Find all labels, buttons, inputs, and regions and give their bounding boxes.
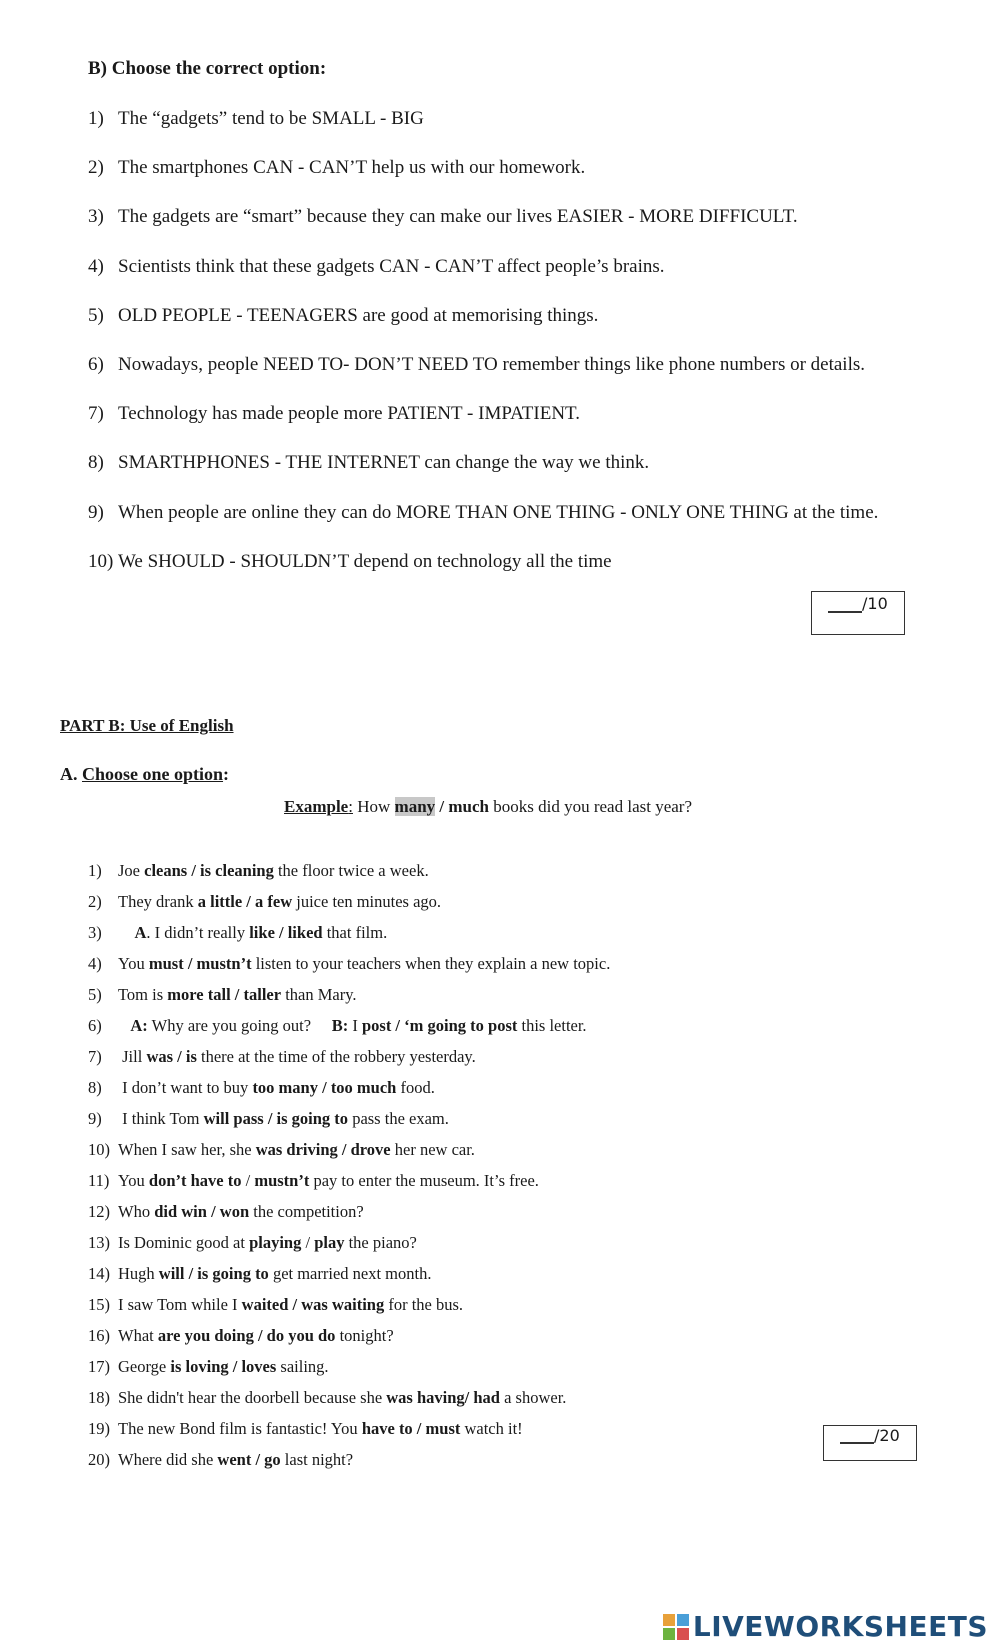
section-b-item [88,157,585,179]
item-number: 11) [88,1171,110,1190]
item-text: Scientists think that these gadgets CAN - CAN’T affect people’s brains. [118,255,665,277]
item-number: 14) [88,1264,110,1283]
item-text: The smartphones CAN - CAN’T help us with our homework. [118,157,586,179]
part-b-title: PART B: Use of English [60,716,234,735]
answer-options: A [134,923,147,942]
item-text: Technology has made people more PATIENT - IMPATIENT. [118,403,580,425]
sentence-text: the piano? [344,1233,417,1252]
sentence-text: juice ten minutes ago. [292,892,442,911]
example-colon: : [348,797,353,816]
grammar-item [88,1016,587,1036]
answer-options: went / go [217,1450,281,1469]
answer-options: are you doing / do you do [157,1326,336,1345]
score-denominator: /20 [874,1426,900,1445]
sentence-text: a shower. [499,1388,567,1407]
sentence-text: Is Dominic good at [118,1233,250,1252]
sentence-text: / [301,1233,315,1252]
answer-options: A: [130,1016,148,1035]
item-number: 1) [88,861,102,880]
item-number: 8) [88,1078,102,1097]
item-number: 9) [88,501,104,523]
section-b-item [88,502,878,524]
sentence-text: watch it! [460,1419,523,1438]
item-number: 17) [88,1357,110,1376]
subsection-a-heading [60,764,229,785]
sentence-text: . I didn’t really [146,923,250,942]
item-number: 7) [88,403,104,425]
score-box-reading [811,591,905,635]
answer-options: did win / won [154,1202,250,1221]
sentence-text: George [118,1357,171,1376]
item-text: When people are online they can do MORE THAN ONE THING - ONLY ONE THING at the time. [118,501,879,523]
sentence-text: last night? [280,1450,354,1469]
score-box-grammar [823,1425,917,1461]
item-number: 2) [88,892,102,911]
item-number: 5) [88,304,104,326]
grammar-item [88,1202,364,1222]
sentence-text: Who [118,1202,155,1221]
sentence-text: pass the exam. [348,1109,449,1128]
example-label: Example [284,797,349,816]
item-number: 6) [88,354,104,375]
score-blank-line [840,1442,874,1444]
item-text: SMARTHPHONES - THE INTERNET can change the way we think. [118,452,650,474]
grammar-item [88,1357,329,1377]
grammar-item [88,1450,353,1470]
item-number: 15) [88,1295,110,1314]
sentence-text: Tom is [118,985,168,1004]
grammar-item [88,1326,394,1346]
sentence-text: I don’t want to buy [118,1078,253,1097]
item-number: 19) [88,1419,110,1438]
example-sep: / [435,797,449,816]
sentence-text: her new car. [390,1140,475,1159]
item-number: 8) [88,452,104,474]
sentence-text: pay to enter the museum. It’s free. [309,1171,539,1190]
item-number: 9) [88,1109,102,1128]
answer-options: waited / was waiting [241,1295,385,1314]
item-number: 1) [88,108,104,129]
section-b-heading: B) Choose the correct option: [88,58,327,79]
grammar-item [88,1233,417,1253]
item-text: We SHOULD - SHOULDN’T depend on technology all the time [118,550,612,572]
score-denominator: /10 [862,594,888,613]
sentence-text: Why are you going out? [147,1016,332,1035]
section-b-item [88,354,865,376]
item-number: 13) [88,1233,110,1252]
subsection-letter: A. [60,764,78,784]
grammar-item [88,1109,449,1129]
grammar-item [88,1264,431,1284]
sentence-text: What [118,1326,158,1345]
sentence-text: You [118,954,149,973]
sentence-text: the competition? [249,1202,364,1221]
sentence-text: sailing. [276,1357,329,1376]
liveworksheets-logo [663,1610,988,1643]
sentence-text: this letter. [517,1016,587,1035]
sentence-text: food. [396,1078,435,1097]
item-number: 3) [88,206,104,228]
answer-options: was driving / drove [255,1140,391,1159]
answer-options: more tall / taller [167,985,282,1004]
sentence-text: / [241,1171,255,1190]
grammar-item [88,1171,539,1191]
sentence-text: Joe [118,861,145,880]
logo-blocks-icon [663,1614,689,1640]
grammar-item [88,954,610,974]
sentence-text [118,923,135,942]
grammar-item [88,1419,523,1439]
grammar-item [88,1295,463,1315]
section-b-item [88,256,665,278]
example-option-2: much [448,797,490,816]
item-number: 2) [88,157,104,179]
sentence-text: there at the time of the robbery yesterday. [196,1047,476,1066]
sentence-text: Where did she [118,1450,218,1469]
answer-options: was / is [146,1047,197,1066]
item-number: 12) [88,1202,110,1221]
sentence-text: listen to your teachers when they explain a new topic. [251,954,611,973]
grammar-item [88,1388,566,1408]
item-number: 4) [88,954,102,973]
item-number: 4) [88,255,104,277]
item-text: Nowadays, people NEED TO- DON’T NEED TO remember things like phone numbers or details. [118,354,866,375]
answer-options: post / ‘m going to post [361,1016,518,1035]
answer-options: too many / too much [252,1078,397,1097]
item-number: 16) [88,1326,110,1345]
answer-options: like / liked [249,923,323,942]
logo-text: LIVEWORKSHEETS [692,1610,988,1643]
sentence-text: tonight? [335,1326,394,1345]
grammar-item [88,892,441,912]
sentence-text: that film. [322,923,388,942]
sentence-text: I think Tom [118,1109,204,1128]
grammar-item [88,1047,476,1067]
item-number: 6) [88,1016,102,1035]
answer-options: is loving / loves [170,1357,277,1376]
subsection-title: Choose one option [82,764,224,784]
subsection-colon: : [223,764,230,784]
answer-options: B: [331,1016,349,1035]
sentence-text: for the bus. [384,1295,464,1314]
section-b-item [88,452,649,474]
answer-options: have to / must [361,1419,461,1438]
sentence-text: When I saw her, she [118,1140,256,1159]
item-number: 5) [88,985,102,1004]
answer-options: will pass / is going to [203,1109,349,1128]
sentence-text: than Mary. [281,985,357,1004]
answer-options: mustn’t [254,1171,310,1190]
sentence-text: I saw Tom while I [118,1295,242,1314]
section-b-item [88,108,424,130]
example-sentence [284,797,692,817]
item-number: 10) [88,550,114,572]
sentence-text: The new Bond film is fantastic! You [118,1419,362,1438]
answer-options: playing [249,1233,302,1252]
section-b-item [88,206,798,228]
sentence-text: I [348,1016,362,1035]
example-post: books did you read last year? [489,797,693,816]
answer-options: play [314,1233,345,1252]
answer-options: a little / a few [197,892,293,911]
item-text: The “gadgets” tend to be SMALL - BIG [118,108,424,129]
item-text: The gadgets are “smart” because they can make our lives EASIER - MORE DIFFICULT. [118,206,798,228]
grammar-item [88,1140,475,1160]
answer-options: cleans / is cleaning [144,861,274,880]
grammar-item [88,861,429,881]
sentence-text: the floor twice a week. [273,861,429,880]
example-highlighted-answer: many [394,797,436,816]
item-number: 10) [88,1140,110,1159]
grammar-item [88,923,387,943]
sentence-text: Jill [118,1047,147,1066]
answer-options: must / mustn’t [148,954,252,973]
sentence-text: They drank [118,892,198,911]
section-b-item [88,305,598,327]
item-number: 20) [88,1450,110,1469]
grammar-item [88,985,357,1005]
item-number: 3) [88,923,102,942]
score-blank-line [828,611,862,613]
item-text: OLD PEOPLE - TEENAGERS are good at memorising things. [118,304,599,326]
answer-options: was having/ had [386,1388,500,1407]
sentence-text: Hugh [118,1264,159,1283]
grammar-item [88,1078,435,1098]
sentence-text: She didn't hear the doorbell because she [118,1388,387,1407]
sentence-text: You [118,1171,149,1190]
answer-options: don’t have to [148,1171,242,1190]
sentence-text [118,1016,130,1035]
example-pre: How [352,797,395,816]
section-b-item [88,403,580,425]
item-number: 18) [88,1388,110,1407]
answer-options: will / is going to [158,1264,269,1283]
sentence-text: get married next month. [268,1264,432,1283]
section-b-item [88,551,612,573]
item-number: 7) [88,1047,102,1066]
